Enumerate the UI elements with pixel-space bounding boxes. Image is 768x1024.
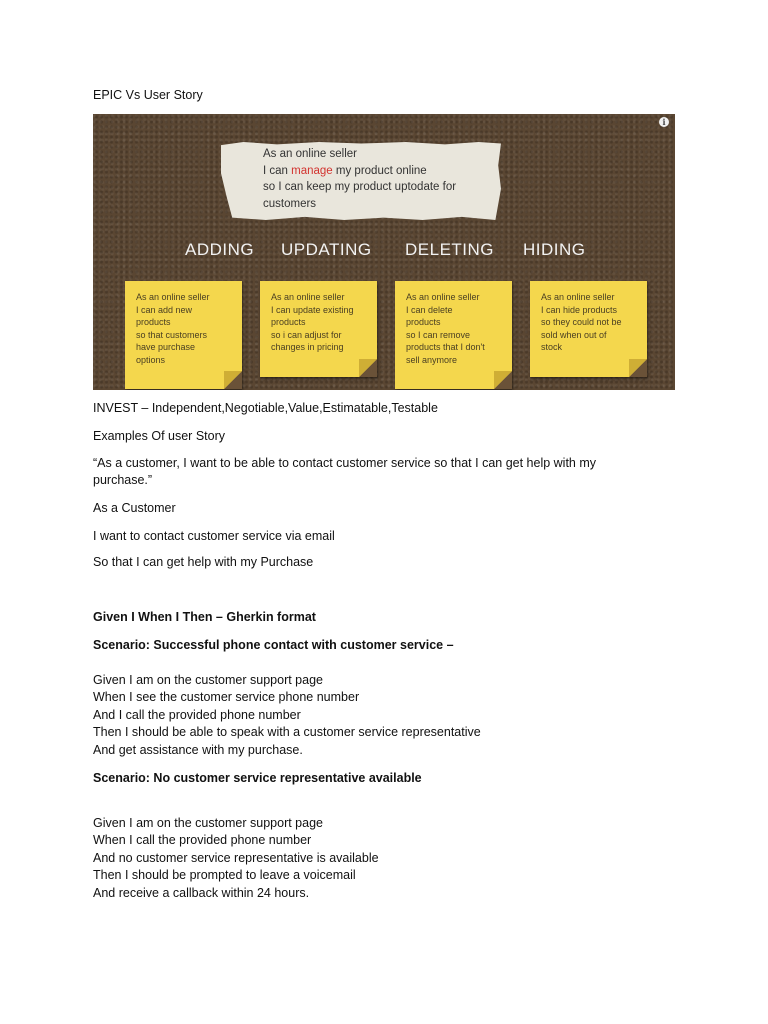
scenario-1-step: Then I should be able to speak with a customer service representative [93,725,481,739]
invest-line: INVEST – Independent,Negotiable,Value,Estimatable,Testable [93,401,438,415]
epic-note-line-1: As an online seller [263,148,357,160]
sticky-text-deleting: As an online seller I can delete products so I can remove products that I don't sell anymore [406,292,485,365]
epic-vs-story-image [93,114,675,390]
story-line-3: So that I can get help with my Purchase [93,555,314,569]
verb-deleting: DELETING [405,240,495,259]
verb-updating: UPDATING [281,240,372,259]
sticky-note-updating [260,281,377,377]
scenario-1-title: Scenario: Successful phone contact with customer service – [93,638,454,652]
sticky-note-hiding [530,281,647,377]
info-icon[interactable]: i [659,117,669,127]
story-quote: “As a customer, I want to be able to contact customer service so that I can get help with my purchase.” [93,456,597,487]
scenario-2-step: Then I should be prompted to leave a voicemail [93,868,356,882]
epic-note-line-4: customers [263,197,317,210]
sticky-text-hiding: As an online seller I can hide products so they could not be sold when out of stock [541,292,622,353]
scenario-2-title: Scenario: No customer service representative available [93,771,422,785]
scenario-1-step: And get assistance with my purchase. [93,743,303,757]
sticky-text-updating: As an online seller I can update existing products so i can adjust for changes in pricing [271,292,354,353]
scenario-1-step: And I call the provided phone number [93,708,301,722]
epic-note-line-2: I can manage my product online [263,164,427,177]
sticky-note-adding [125,281,242,389]
scenario-2-step: And receive a callback within 24 hours. [93,886,310,900]
story-line-1: As a Customer [93,501,176,515]
sticky-note-deleting [395,281,512,389]
sticky-text-adding: As an online seller I can add new products so that customers have purchase options [136,292,210,365]
gherkin-heading: Given I When I Then – Gherkin format [93,610,316,624]
story-line-2: I want to contact customer service via email [93,529,335,543]
verb-hiding: HIDING [523,240,586,259]
scenario-1-step: When I see the customer service phone number [93,690,360,704]
epic-note-text [263,146,456,212]
scenario-1-step: Given I am on the customer support page [93,673,323,687]
scenario-2-step: And no customer service representative is available [93,851,379,865]
document-title: EPIC Vs User Story [93,88,203,102]
scenario-2-step: When I call the provided phone number [93,833,312,847]
examples-heading: Examples Of user Story [93,429,225,443]
verb-adding: ADDING [185,240,255,259]
epic-note-line-3: so I can keep my product uptodate for [263,181,457,193]
scenario-2-step: Given I am on the customer support page [93,816,323,830]
epic-note-highlight: manage [291,164,333,177]
